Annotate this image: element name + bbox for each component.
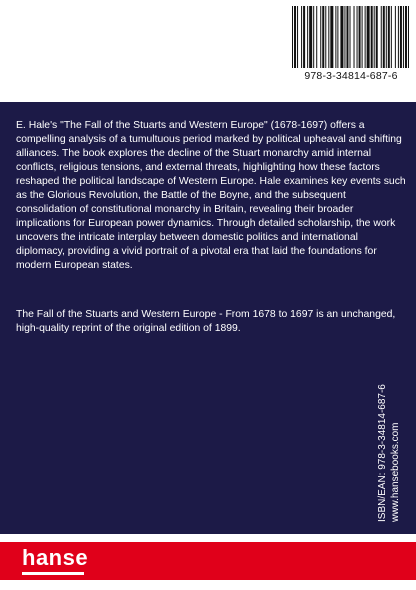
barcode-bar — [357, 6, 358, 68]
barcode-bar — [381, 6, 382, 68]
barcode-bar — [337, 6, 338, 68]
barcode-bar — [328, 6, 329, 68]
barcode-bar — [330, 6, 333, 68]
bottom-area — [0, 534, 416, 590]
barcode-bar — [395, 6, 396, 68]
barcode-bar — [307, 6, 308, 68]
barcode-bar — [359, 6, 361, 68]
book-description: E. Hale's "The Fall of the Stuarts and Western Europe" (1678-1697) offers a compelling analysis of a tumultuous period marked by political upheaval and shifting alliances. The book explores the decline of the Stuart monarchy amid internal conflicts, religious tensions, and external threats, highlighting how these factors reshaped the political landscape of Western Europe. Hale examines key events such as the Glorious Revolution, the Battle of the Boyne, and the subsequent consolidation of constitutional monarchy in Britain, revealing their broader implications for European power dynamics. Through detailed scholarship, the work uncovers the intricate interplay between domestic politics and international diplomacy, providing a vivid portrait of a pivotal era that laid the foundations for modern European states. — [16, 120, 406, 271]
reprint-note: The Fall of the Stuarts and Western Europe - From 1678 to 1697 is an unchanged, high-quality reprint of the original edition of 1899. — [16, 309, 396, 334]
barcode-bar — [391, 6, 392, 68]
barcode-bar — [316, 6, 317, 68]
barcode-bar — [383, 6, 385, 68]
barcode-bar — [309, 6, 312, 68]
description-panel — [0, 102, 416, 534]
barcode-bar — [400, 6, 402, 68]
barcode-bar — [371, 6, 373, 68]
barcode-bar — [405, 6, 407, 68]
barcode-bar — [403, 6, 404, 68]
barcode-isbn-text: 978-3-34814-687-6 — [304, 70, 398, 82]
barcode-bar — [376, 6, 378, 68]
isbn-ean-line: ISBN/EAN: 978-3-34814-687-6 — [377, 384, 388, 522]
publisher-url: www.hansebooks.com — [390, 422, 401, 522]
barcode-bar — [367, 6, 370, 68]
barcode-bar — [362, 6, 363, 68]
barcode-bar — [297, 6, 298, 68]
barcode-bar — [335, 6, 336, 68]
barcode-bar — [303, 6, 305, 68]
top-white-area — [0, 0, 416, 102]
barcode-bar — [294, 6, 296, 68]
barcode-bar — [365, 6, 366, 68]
barcode-bar — [386, 6, 387, 68]
barcode-bar — [320, 6, 321, 68]
barcode-block — [292, 6, 410, 90]
barcode-bar — [408, 6, 409, 68]
barcode-bar — [322, 6, 324, 68]
barcode-bar — [301, 6, 302, 68]
barcode-bar — [398, 6, 399, 68]
barcode-bar — [388, 6, 390, 68]
barcode-bar — [313, 6, 314, 68]
barcode-bar — [344, 6, 345, 68]
barcode-bar — [292, 6, 293, 68]
logo-band — [0, 542, 416, 580]
hanse-logo: hanse — [22, 545, 89, 570]
barcode-image — [292, 6, 410, 68]
logo-underline — [22, 572, 84, 575]
barcode-bar — [349, 6, 350, 68]
barcode-bar — [325, 6, 326, 68]
vertical-spine-text — [376, 384, 402, 522]
barcode-bar — [340, 6, 343, 68]
barcode-bar — [346, 6, 348, 68]
barcode-bar — [374, 6, 375, 68]
barcode-bar — [354, 6, 355, 68]
